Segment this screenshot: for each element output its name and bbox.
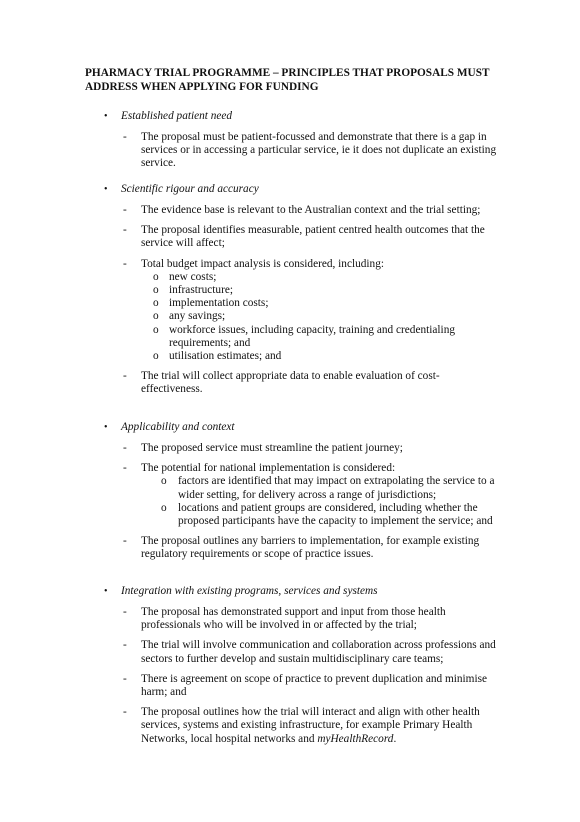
circle-bullet-icon: o xyxy=(153,284,159,297)
dash-icon: - xyxy=(123,606,127,618)
section-heading: Scientific rigour and accuracy xyxy=(121,183,259,195)
sub-item-text: locations and patient groups are considered, including whether the proposed participants have the capacity to implement the service; and xyxy=(178,501,493,528)
circle-bullet-icon: o xyxy=(153,310,159,323)
section-integration xyxy=(0,585,580,746)
list-item-text: There is agreement on scope of practice to prevent duplication and minimise harm; and xyxy=(141,672,488,699)
sub-list xyxy=(141,271,499,363)
circle-bullet-icon: o xyxy=(161,475,167,488)
section-heading-wrap xyxy=(0,183,580,197)
bullet-icon: • xyxy=(104,422,108,433)
list-item-text-start: The proposal outlines how the trial will interact and align with other health services, systems and existing infrastructure, for example Primary Health Networks, local hospital networks and xyxy=(141,706,480,745)
list-item xyxy=(0,370,499,396)
list-item xyxy=(0,131,499,171)
sub-item-text: infrastructure; xyxy=(169,284,233,297)
dash-icon: - xyxy=(123,131,127,143)
circle-bullet-icon: o xyxy=(153,297,159,310)
document-title: PHARMACY TRIAL PROGRAMME – PRINCIPLES THAT PROPOSALS MUST ADDRESS WHEN APPLYING FOR FUNDING xyxy=(85,67,490,93)
dash-icon: - xyxy=(123,370,127,383)
list-item xyxy=(0,673,499,699)
dash-icon: - xyxy=(123,639,127,652)
dash-icon: - xyxy=(123,706,127,719)
sub-list-item xyxy=(141,284,489,297)
dash-icon: - xyxy=(123,257,127,270)
list-item-text: The proposal outlines any barriers to implementation, for example existing regulatory requirements or scope of practice issues. xyxy=(141,535,480,561)
dash-icon: - xyxy=(123,535,127,548)
sub-item-text: new costs; xyxy=(169,270,217,283)
sub-item-text: factors are identified that may impact on extrapolating the service to a wider setting, for delivery across a range of jurisdictions; xyxy=(178,475,495,501)
list-item-text: The evidence base is relevant to the Australian context and the trial setting; xyxy=(141,204,481,216)
section-heading: Applicability and context xyxy=(121,421,235,433)
section-heading: Established patient need xyxy=(121,110,233,122)
list-item-text: The proposed service must streamline the patient journey; xyxy=(141,442,403,454)
section-heading-wrap xyxy=(0,110,580,124)
list-item xyxy=(0,258,499,364)
list-item-text: The trial will involve communication and collaboration across professions and sectors to further develop and sustain multidisciplinary care teams; xyxy=(141,639,496,665)
section-applicability xyxy=(0,421,580,562)
sub-item-text: any savings; xyxy=(169,310,226,323)
bullet-icon: • xyxy=(104,111,108,122)
dash-icon: - xyxy=(123,224,127,237)
dash-icon: - xyxy=(123,462,127,475)
circle-bullet-icon: o xyxy=(161,501,167,514)
list-item-text: The trial will collect appropriate data to enable evaluation of cost-effectiveness. xyxy=(141,370,440,396)
list-item xyxy=(0,462,499,528)
list-item-text: The proposal has demonstrated support and input from those health professionals who will be involved in or affected by the trial; xyxy=(141,606,446,632)
sub-list-item xyxy=(141,324,489,350)
circle-bullet-icon: o xyxy=(153,323,159,336)
sub-item-text: implementation costs; xyxy=(169,297,269,310)
sub-list xyxy=(141,475,499,528)
list-item xyxy=(0,535,499,561)
list-item-text: The proposal identifies measurable, patient centred health outcomes that the service will affect; xyxy=(141,224,485,250)
sub-list-item xyxy=(141,310,489,323)
circle-bullet-icon: o xyxy=(153,270,159,283)
sub-list-item xyxy=(141,475,498,501)
dash-icon: - xyxy=(123,204,127,216)
sub-list-item xyxy=(141,350,489,363)
list-item xyxy=(0,224,499,250)
list-item xyxy=(0,606,499,632)
list-item-text: The proposal must be patient-focussed and demonstrate that there is a gap in services or in accessing a particular service, ie it does not duplicate an existing service. xyxy=(141,131,497,170)
section-heading-wrap xyxy=(0,421,580,435)
list-item xyxy=(0,706,499,746)
list-item xyxy=(0,204,499,217)
list-item xyxy=(0,639,499,665)
dash-icon: - xyxy=(123,442,127,454)
sub-list-item xyxy=(141,297,489,310)
list-item-text-end: . xyxy=(393,732,397,745)
list-item-text: The potential for national implementation is considered: xyxy=(141,462,396,475)
section-heading: Integration with existing programs, services and systems xyxy=(121,585,378,597)
dash-icon: - xyxy=(123,672,127,685)
list-item-text: Total budget impact analysis is considered, including: xyxy=(141,257,384,270)
circle-bullet-icon: o xyxy=(153,350,159,363)
list-item xyxy=(0,442,499,455)
section-established-need xyxy=(0,110,580,171)
sub-list-item xyxy=(141,502,498,528)
section-scientific-rigour xyxy=(0,183,580,397)
bullet-icon: • xyxy=(104,184,108,195)
bullet-icon: • xyxy=(104,586,108,597)
sub-item-text: workforce issues, including capacity, training and credentialing requirements; and xyxy=(169,323,455,349)
sub-list-item xyxy=(141,271,489,284)
section-heading-wrap xyxy=(0,585,580,599)
sub-item-text: utilisation estimates; and xyxy=(169,350,282,363)
record-name-italic: myHealthRecord xyxy=(317,732,394,745)
